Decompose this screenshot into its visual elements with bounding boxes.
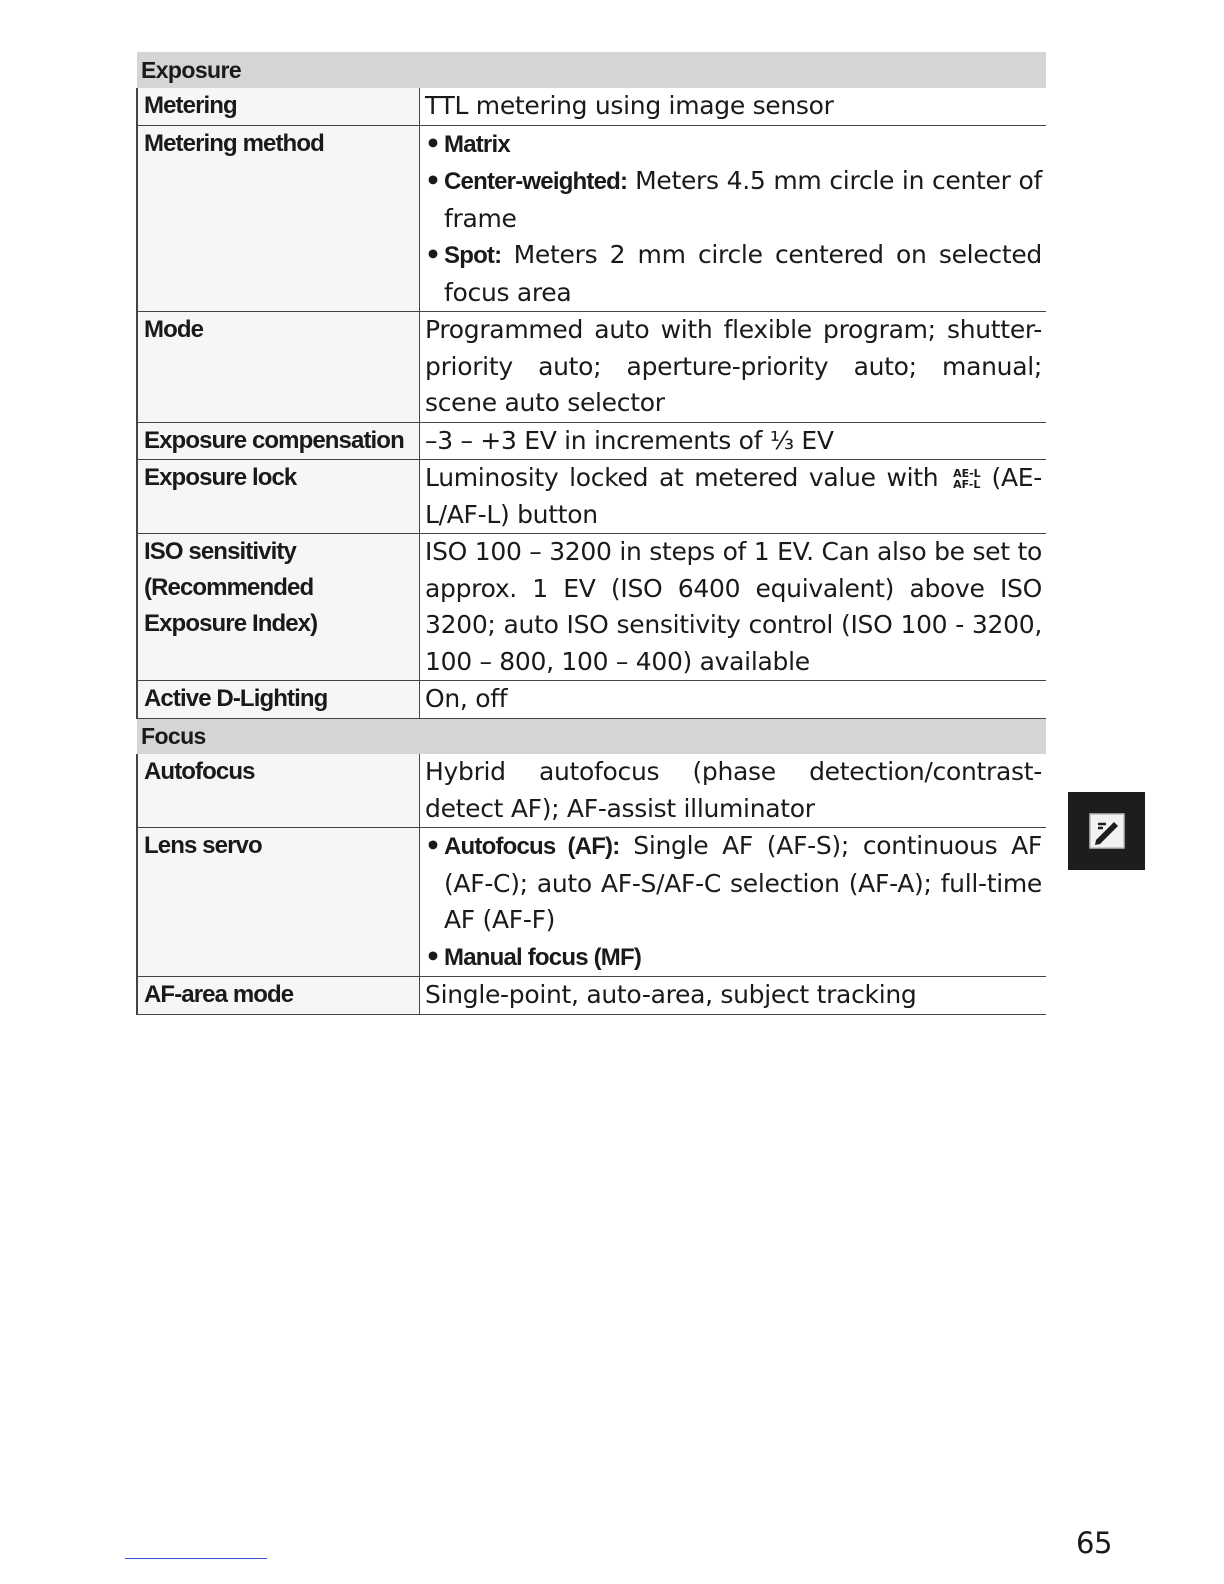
bullet-text: Meters 2 mm circle centered on selected focus area: [444, 240, 1042, 307]
row-label: Exposure lock: [137, 460, 420, 534]
row-label: ISO sensitivity (Recommended Exposure Index): [137, 534, 420, 681]
row-label: Metering: [137, 88, 420, 125]
ae-l-af-l-button-icon: [953, 468, 981, 490]
table-row: [137, 828, 1046, 977]
bullet-item: • Matrix: [425, 128, 510, 158]
table-row: [137, 422, 1046, 460]
icon-label-top: AE-L: [953, 467, 981, 480]
row-label: Active D-Lighting: [137, 681, 420, 719]
bullet-term: Manual focus (MF): [444, 943, 642, 971]
row-value: On, off: [420, 681, 1047, 719]
section-header-focus: Focus: [137, 718, 1046, 754]
row-value: TTL metering using image sensor: [420, 88, 1047, 125]
bullet-text: Single AF (AF-S); continuous AF (AF-C); auto AF-S/AF-C selection (AF-A); full-time AF (AF-F): [444, 831, 1042, 934]
row-label: Lens servo: [137, 828, 420, 977]
row-label: AF-area mode: [137, 977, 420, 1015]
table-row: [137, 681, 1046, 719]
row-value: Programmed auto with flexible program; shutter-priority auto; aperture-priority auto; manual; scene auto selector: [420, 312, 1047, 423]
specifications-table: [136, 52, 1046, 1015]
technical-notes-tab: [1068, 792, 1145, 870]
row-label: Mode: [137, 312, 420, 423]
row-value: Single-point, auto-area, subject tracking: [420, 977, 1047, 1015]
page-number: 65: [1076, 1526, 1112, 1560]
bullet-item: • Autofocus (AF): Single AF (AF-S); continuous AF (AF-C); auto AF-S/AF-C selection (AF-A); full-time AF (AF-F): [425, 831, 1042, 934]
technical-notes-icon: [1085, 809, 1129, 853]
table-row: [137, 977, 1046, 1015]
row-label: Metering method: [137, 125, 420, 312]
bullet-term: Spot:: [444, 242, 502, 269]
table-row: [137, 460, 1046, 534]
section-header-exposure: Exposure: [137, 52, 1046, 88]
icon-label-bottom: AF-L: [953, 478, 981, 491]
bullet-term: Autofocus (AF):: [444, 833, 620, 860]
footer-rule: [125, 1558, 267, 1559]
row-value: Hybrid autofocus (phase detection/contrast-detect AF); AF-assist illuminator: [420, 754, 1047, 828]
bullet-item: • Spot: Meters 2 mm circle centered on selected focus area: [425, 240, 1042, 307]
bullet-term: Matrix: [444, 130, 510, 158]
table-row: [137, 312, 1046, 423]
row-value: [420, 460, 1047, 534]
table-row: [137, 125, 1046, 312]
bullet-item: • Center-weighted: Meters 4.5 mm circle in center of frame: [425, 166, 1042, 233]
bullet-term: Center-weighted:: [444, 168, 628, 195]
table-row: [137, 754, 1046, 828]
row-value: ISO 100 – 3200 in steps of 1 EV. Can also be set to approx. 1 EV (ISO 6400 equivalent) above ISO 3200; auto ISO sensitivity control (ISO 100 - 3200, 100 – 800, 100 – 400) available: [420, 534, 1047, 681]
row-value: –3 – +3 EV in increments of ⅓ EV: [420, 422, 1047, 460]
row-value: [420, 828, 1047, 977]
bullet-text: Meters 4.5 mm circle in center of frame: [444, 166, 1042, 233]
bullet-item: • Manual focus (MF): [425, 941, 642, 971]
row-value: [420, 125, 1047, 312]
table-row: [137, 88, 1046, 125]
table-row: [137, 534, 1046, 681]
row-label: Autofocus: [137, 754, 420, 828]
row-value-text: (AE-L/AF-L) button: [425, 463, 1042, 529]
row-value-text: Luminosity locked at metered value with: [425, 463, 939, 492]
row-label: Exposure compensation: [137, 422, 420, 460]
